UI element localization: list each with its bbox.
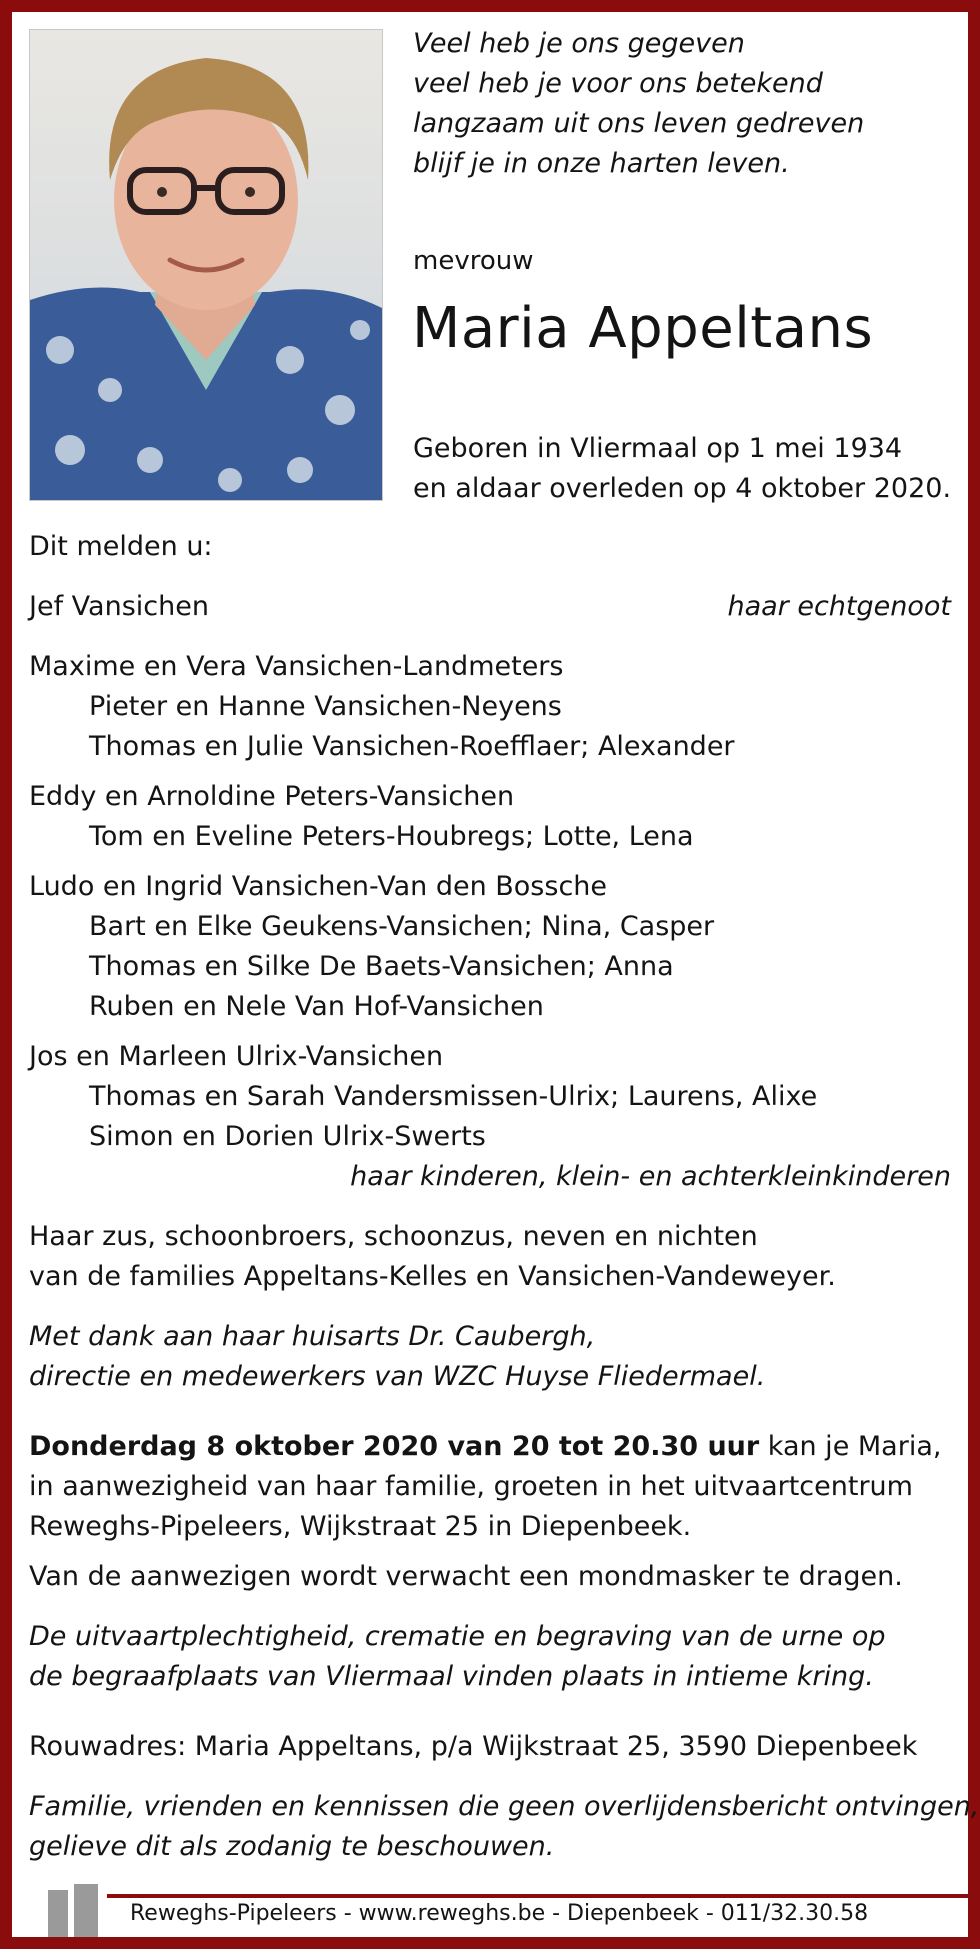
family-member: Bart en Elke Geukens-Vansichen; Nina, Casper <box>89 911 715 942</box>
spouse-name: Jef Vansichen <box>29 591 209 622</box>
birth-line: Geboren in Vliermaal op 1 mei 1934 <box>413 433 903 464</box>
family-member: Ruben en Nele Van Hof-Vansichen <box>89 991 544 1022</box>
poem <box>413 24 864 184</box>
visit-line <box>29 1427 941 1467</box>
ceremony-line: de begraafplaats van Vliermaal vinden plaats in intieme kring. <box>29 1661 874 1692</box>
family-member: Thomas en Julie Vansichen-Roefflaer; Alexander <box>89 731 735 762</box>
thanks-line: directie en medewerkers van WZC Huyse Fliedermael. <box>29 1361 766 1392</box>
relatives-line: Haar zus, schoonbroers, schoonzus, neven en nichten <box>29 1221 758 1252</box>
mourning-address: Rouwadres: Maria Appeltans, p/a Wijkstraat 25, 3590 Diepenbeek <box>29 1731 918 1762</box>
salutation: mevrouw <box>413 246 534 276</box>
closing-line: Familie, vrienden en kennissen die geen overlijdensbericht ontvingen, <box>29 1791 980 1822</box>
thanks-line: Met dank aan haar huisarts Dr. Caubergh, <box>29 1321 596 1352</box>
family-member: Simon en Dorien Ulrix-Swerts <box>89 1121 486 1152</box>
death-line: en aldaar overleden op 4 oktober 2020. <box>413 473 952 504</box>
visit-line: in aanwezigheid van haar familie, groeten in het uitvaartcentrum <box>29 1471 913 1502</box>
poem-line: Veel heb je ons gegeven <box>413 28 745 59</box>
obituary-card <box>12 12 980 1937</box>
family-member: Thomas en Silke De Baets-Vansichen; Anna <box>89 951 674 982</box>
spouse-role: haar echtgenoot <box>727 591 951 622</box>
family-member: Pieter en Hanne Vansichen-Neyens <box>89 691 562 722</box>
family-head: Ludo en Ingrid Vansichen-Van den Bossche <box>29 871 608 902</box>
portrait-photo <box>29 29 383 501</box>
family-head: Maxime en Vera Vansichen-Landmeters <box>29 651 564 682</box>
intro-text: Dit melden u: <box>29 531 213 562</box>
poem-line: langzaam uit ons leven gedreven <box>413 108 865 139</box>
mask-notice: Van de aanwezigen wordt verwacht een mondmasker te dragen. <box>29 1561 903 1592</box>
footer-contact: Reweghs-Pipeleers - www.reweghs.be - Diepenbeek - 011/32.30.58 <box>130 1901 869 1926</box>
closing-line: gelieve dit als zodanig te beschouwen. <box>29 1831 555 1862</box>
relatives-line: van de families Appeltans-Kelles en Vansichen-Vandeweyer. <box>29 1261 836 1292</box>
family-member: Tom en Eveline Peters-Houbregs; Lotte, Lena <box>89 821 694 852</box>
visit-line: Reweghs-Pipeleers, Wijkstraat 25 in Diepenbeek. <box>29 1511 692 1542</box>
birth-death-info <box>413 429 951 509</box>
ceremony-line: De uitvaartplechtigheid, crematie en begraving van de urne op <box>29 1621 886 1652</box>
visit-rest: kan je Maria, <box>759 1431 942 1462</box>
deceased-name: Maria Appeltans <box>412 296 874 361</box>
children-role: haar kinderen, klein- en achterkleinkinderen <box>350 1161 951 1192</box>
family-head: Eddy en Arnoldine Peters-Vansichen <box>29 781 515 812</box>
family-member: Thomas en Sarah Vandersmissen-Ulrix; Laurens, Alixe <box>89 1081 818 1112</box>
footer <box>12 1874 968 1937</box>
poem-line: veel heb je voor ons betekend <box>413 68 823 99</box>
visit-date: Donderdag 8 oktober 2020 van 20 tot 20.30 uur <box>29 1431 760 1462</box>
family-head: Jos en Marleen Ulrix-Vansichen <box>29 1041 444 1072</box>
poem-line: blijf je in onze harten leven. <box>413 148 790 179</box>
funeral-home-logo-icon <box>48 1884 98 1937</box>
